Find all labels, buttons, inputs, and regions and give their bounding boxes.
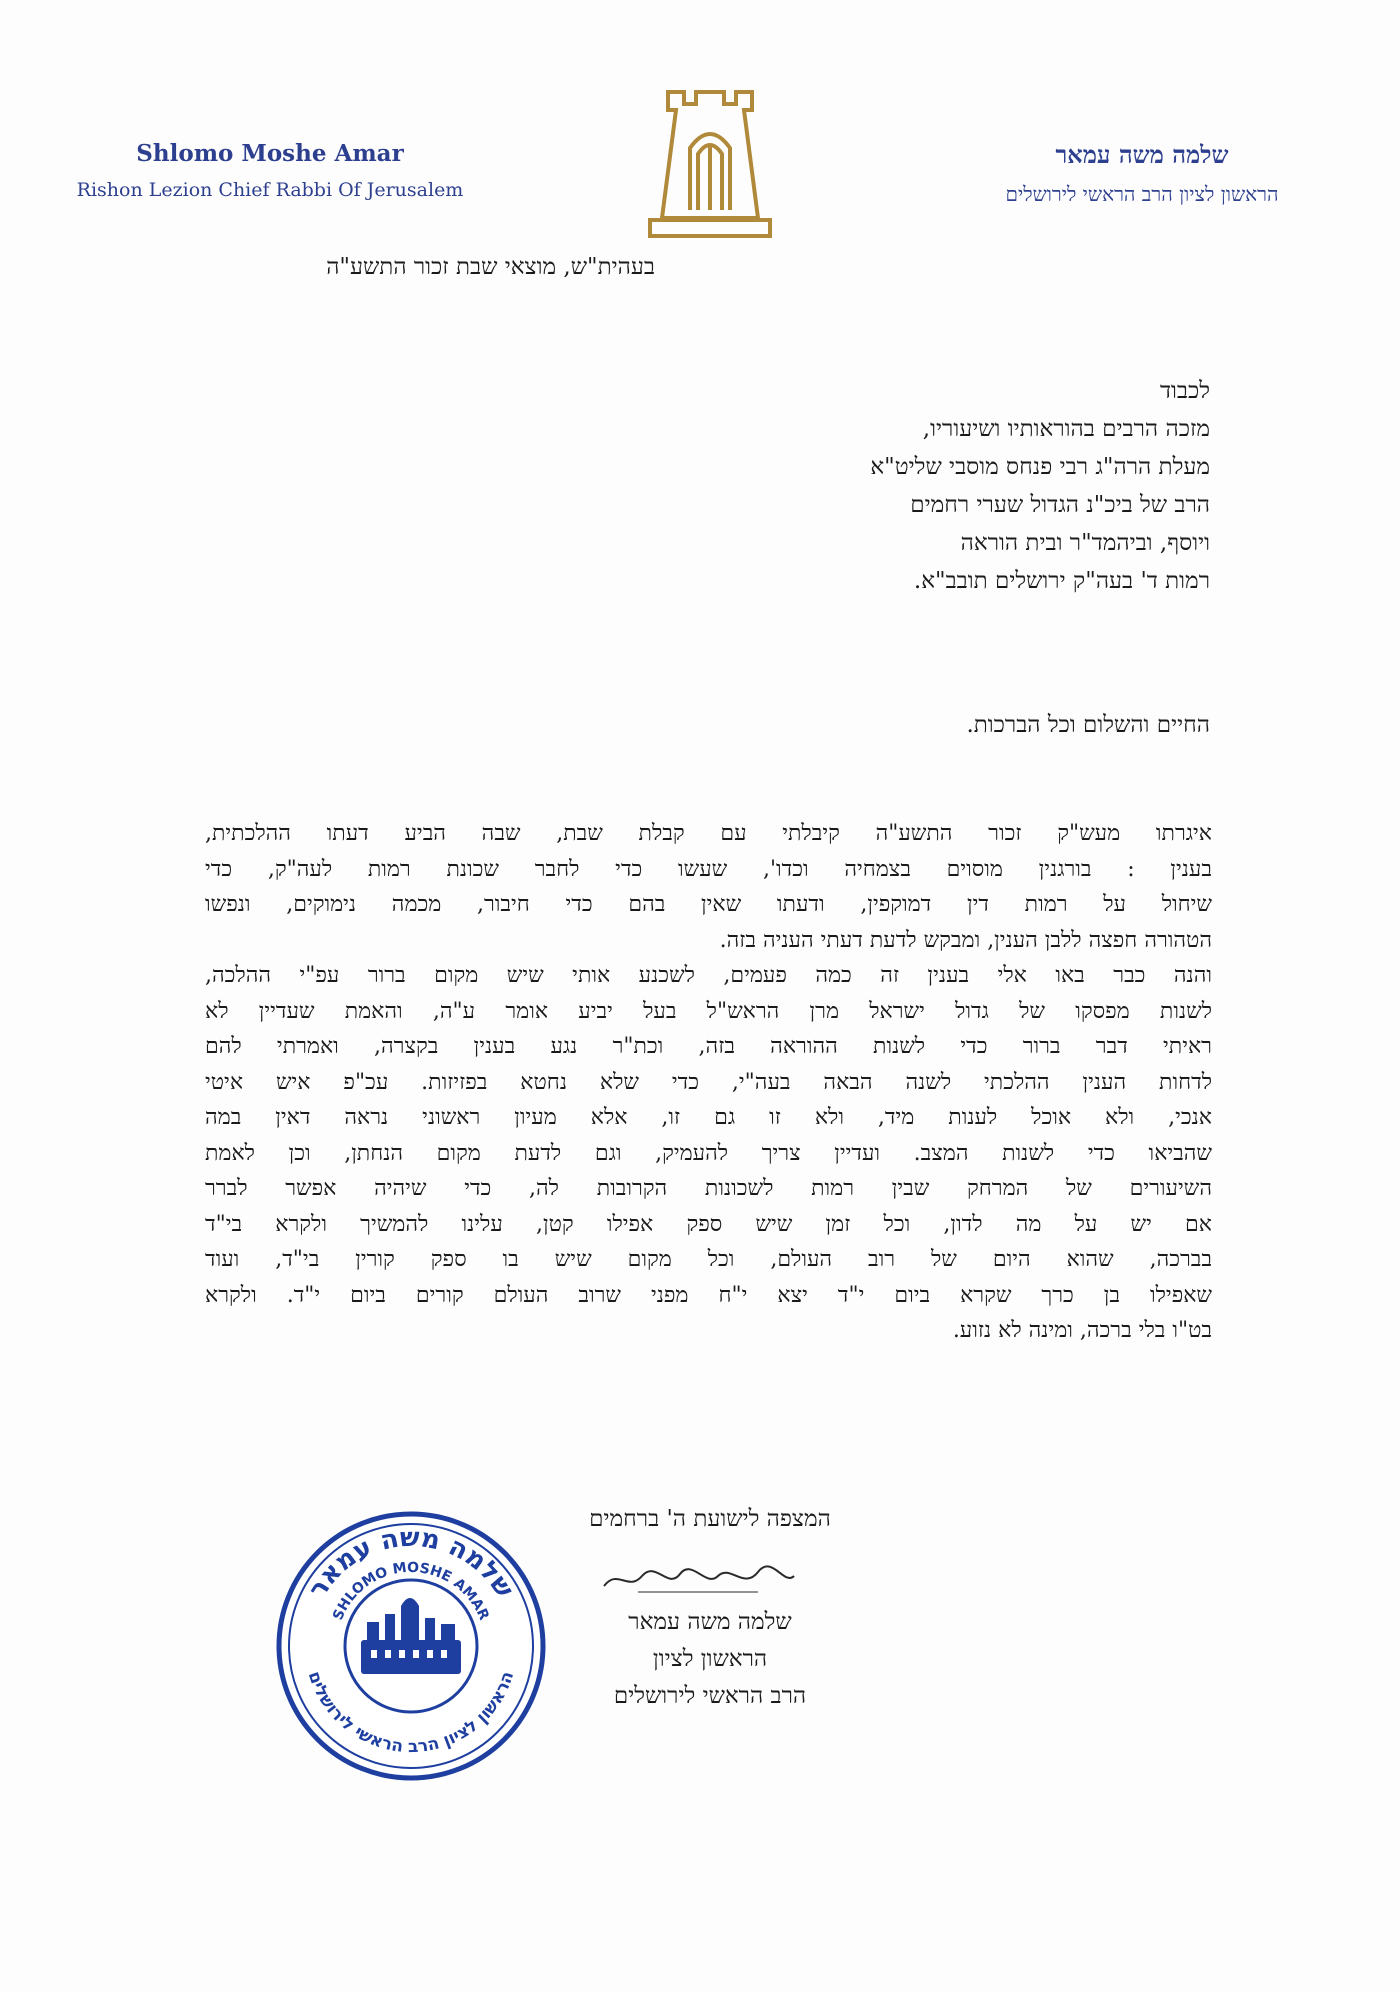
header-title-en: Rishon Lezion Chief Rabbi Of Jerusalem [76,179,464,201]
header-english [60,140,480,201]
body-line: שיחול על רמות דין דמוקפין, ודעתו שאין בהם כדי חיבור, מכמה נימוקים, ונפשו [205,892,1212,917]
body-line: שהביאו כדי לשנות המצב. ועדיין צריך להעמיק, וגם לדעת מקום הנחתן, וכן לאמת [205,1140,1212,1166]
body-line: איגרתו מעש"ק זכור התשע"ה קיבלתי עם קבלת שבת, שבה הביע דעתו ההלכתית, [205,821,1212,846]
body-line: בענין : בורגנין מוסוים בצמחיה וכדו', שעשו כדי לחבר שכונת רמות לעה"ק, כדי [205,856,1212,882]
official-stamp-icon [275,1510,547,1782]
body-line: ראיתי דבר ברור כדי לשנות ההוראה בזה, וכת"ר נגע בענין בקצרה, ואמרתי להם [205,1034,1212,1059]
address-line: הרב של ביכ"נ הגדול שערי רחמים [910,492,1210,518]
stamp-outer-hebrew: שלמה משה עמאר [302,1522,520,1604]
address-line: מזכה הרבים בהוראותיו ושיעוריו, [922,416,1210,442]
address-line: לכבוד [1159,378,1210,404]
address-line: ויוסף, וביהמד"ר ובית הוראה [960,530,1210,556]
header-hebrew [932,140,1352,207]
address-line: רמות ד' בעה"ק ירושלים תובב"א. [913,568,1210,594]
letter-body [205,816,1212,1349]
tower-emblem-icon [640,86,780,240]
signature-line: שלמה משה עמאר [628,1609,792,1635]
header-name-he: שלמה משה עמאר [1055,140,1229,169]
header-title-he: הראשון לציון הרב הראשי לירושלים [1005,182,1279,206]
stamp-inner-hebrew: הראשון לציון הרב הראשי לירושלים [303,1668,519,1758]
body-line: אנכי, ולא אוכל לענות מיד, ולא זו גם זו, אלא מעיון ראשוני נראה דאין במה [205,1105,1212,1130]
body-line: לשנות מפסקו של גדול ישראל מרן הראש"ל בעל יביע אומר ע"ה, והאמת שעדיין לא [205,998,1212,1024]
address-line: מעלת הרה"ג רבי פנחס מוסבי שליט"א [870,454,1210,480]
body-line: והנה כבר באו אלי בענין זה כמה פעמים, לשכנע אותי שיש מקום ברור עפ"י ההלכה, [205,963,1212,988]
letter-date: בעהית"ש, מוצאי שבת זכור התשע"ה [326,254,655,280]
body-line: הטהורה חפצה ללבן הענין, ומבקש לדעת דעתי העניה בזה. [719,927,1212,953]
header-name-en: Shlomo Moshe Amar [136,140,404,167]
body-line: שאפילו בן כרך שקרא ביום י"ד יצא י"ח מפני שרוב העולם קורים ביום י"ד. ולקרא [205,1282,1212,1308]
closing-line: המצפה לישועת ה' ברחמים [589,1506,831,1532]
greeting: החיים והשלום וכל הברכות. [966,712,1210,738]
signature-block [540,1604,880,1715]
body-line: בברכה, שהוא היום של רוב העולם, וכל מקום שיש בו ספק קורין בי"ד, ועוד [205,1247,1212,1272]
body-line: בט"ו בלי ברכה, ומינה לא נזוע. [952,1318,1212,1343]
signature-line: הראשון לציון [652,1646,768,1672]
body-line: לדחות הענין ההלכתי לשנה הבאה בעה"י, כדי שלא נחטא בפזיזות. עכ"פ איש איטי [205,1069,1212,1095]
body-line: אם יש על מה לדון, וכל זמן שיש ספק אפילו קטן, עלינו להמשיך ולקרא בי"ד [205,1211,1212,1237]
stamp-outer-english: SHLOMO MOSHE AMAR [330,1559,492,1623]
body-line: השיעורים של המרחק שבין רמות לשכונות הקרובות לה, כדי שיהיה אפשר לברר [205,1176,1212,1201]
handwritten-signature [598,1562,798,1598]
signature-line: הרב הראשי לירושלים [613,1683,807,1709]
recipient-address [570,372,1210,600]
